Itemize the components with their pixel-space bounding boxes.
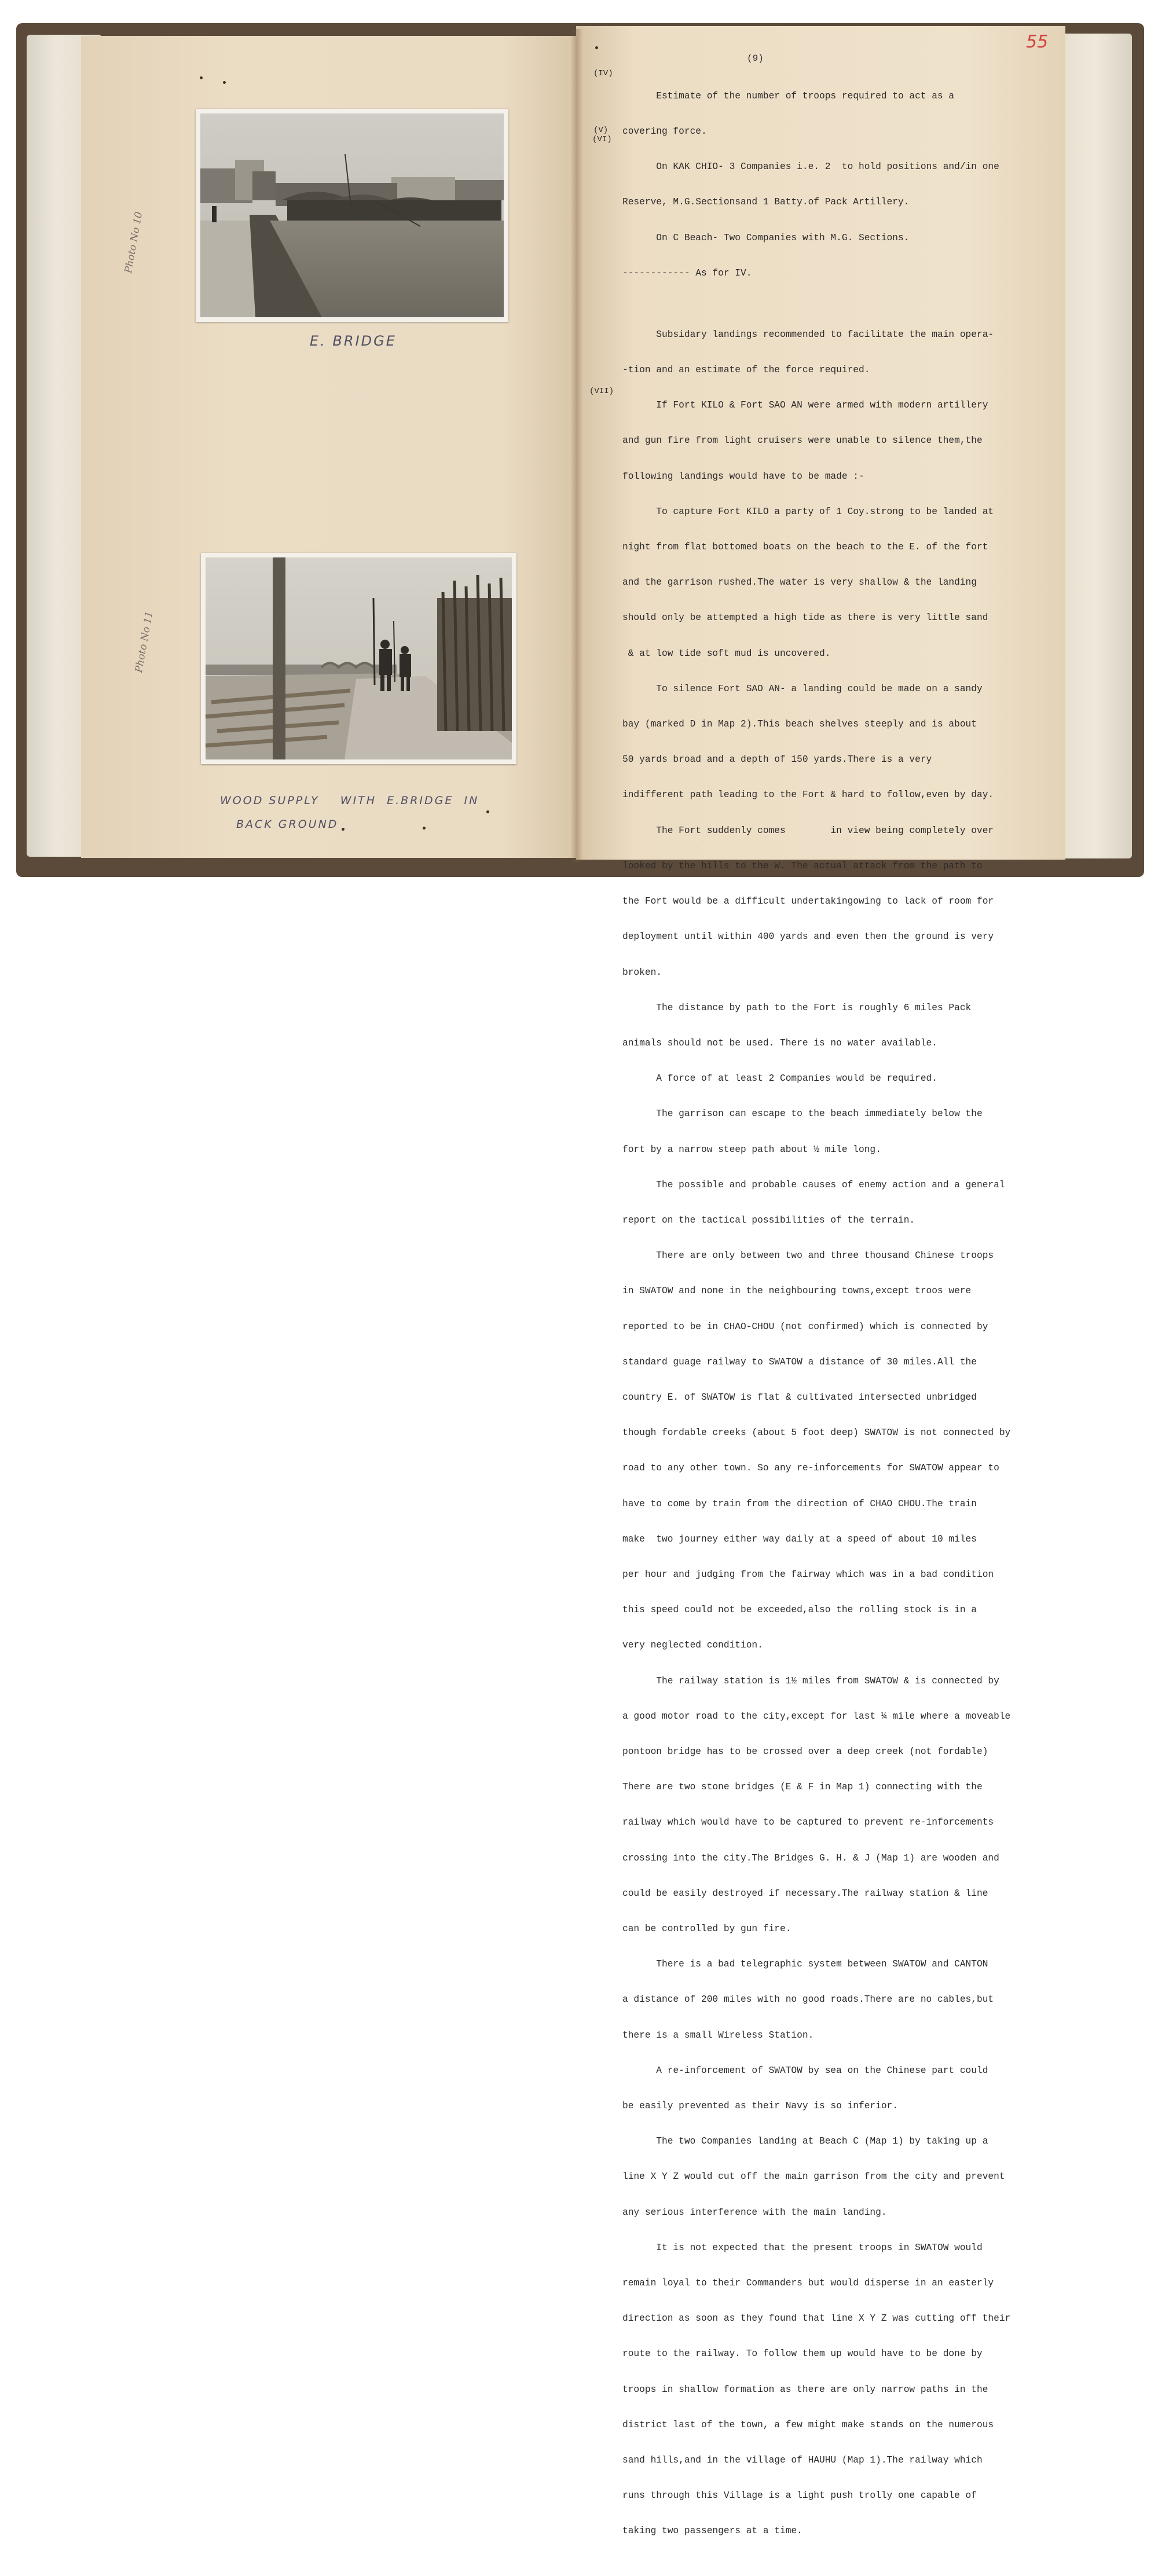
photo-wood-supply [201, 553, 516, 764]
report-line: could be easily destroyed if necessary.The railway station & line [622, 1888, 988, 1899]
report-line: To silence Fort SAO AN- a landing could be made on a sandy [622, 683, 983, 694]
report-line: Subsidary landings recommended to facilitate the main opera- [622, 329, 994, 340]
report-line: be easily prevented as their Navy is so inferior. [622, 2101, 898, 2111]
report-line: If Fort KILO & Fort SAO AN were armed with modern artillery [622, 400, 988, 411]
report-line: should only be attempted a high tide as there is very little sand [622, 612, 988, 623]
paper-speck [595, 46, 598, 49]
report-line: remain loyal to their Commanders but would disperse in an easterly [622, 2278, 994, 2289]
wood-supply-photo-illustration [206, 557, 512, 759]
report-line: sand hills,and in the village of HAUHU (Map 1).The railway which [622, 2455, 983, 2466]
report-line: animals should not be used. There is no water available. [622, 1037, 937, 1048]
report-line: There are only between two and three thousand Chinese troops [622, 1250, 994, 1261]
report-line: covering force. [622, 126, 707, 137]
photo2-caption-line1: WOOD SUPPLY WITH E.BRIDGE IN [220, 794, 479, 807]
report-line: deployment until within 400 yards and even then the ground is very [622, 931, 994, 942]
paper-speck [342, 828, 345, 831]
report-line: this speed could not be exceeded,also the rolling stock is in a [622, 1605, 977, 1616]
report-line: The possible and probable causes of enemy action and a general [622, 1179, 1005, 1190]
report-line: fort by a narrow steep path about ½ mile long. [622, 1144, 881, 1155]
report-line: and the garrison rushed.The water is very shallow & the landing [622, 577, 977, 588]
page-number: 55 [1026, 32, 1049, 52]
photo2-number-label: Photo No 11 [133, 610, 156, 674]
page-header: (9) [747, 53, 764, 64]
report-line: and gun fire from light cruisers were unable to silence them,the [622, 435, 983, 446]
report-line: a good motor road to the city,except for last ¼ mile where a moveable [622, 1711, 1011, 1722]
report-line: The Fort suddenly comes in view being completely over [622, 825, 994, 836]
report-line: per hour and judging from the fairway which was in a bad condition [622, 1569, 994, 1580]
paper-speck [423, 827, 426, 830]
report-line: To capture Fort KILO a party of 1 Coy.strong to be landed at [622, 506, 994, 517]
report-line: Estimate of the number of troops required to act as a [622, 90, 955, 101]
photo2-caption-line2: BACK GROUND [236, 818, 339, 831]
report-line [622, 303, 1086, 305]
photo1-number-label: Photo No 10 [123, 211, 145, 274]
report-line: troops in shallow formation as there are only narrow paths in the [622, 2384, 988, 2395]
report-line: following landings would have to be made :- [622, 471, 864, 482]
report-line: very neglected condition. [622, 1640, 763, 1651]
section-marker-v: (V) [593, 126, 609, 135]
photo-e-bridge [196, 109, 508, 322]
report-line: the Fort would be a difficult undertakingowing to lack of room for [622, 896, 994, 907]
report-line: runs through this Village is a light push trolly one capable of [622, 2490, 977, 2501]
report-line: country E. of SWATOW is flat & cultivated intersected unbridged [622, 1392, 977, 1403]
report-line: reported to be in CHAO-CHOU (not confirmed) which is connected by [622, 1321, 988, 1332]
paper-speck [200, 76, 203, 79]
report-line: crossing into the city.The Bridges G. H. & J (Map 1) are wooden and [622, 1852, 999, 1863]
report-line: A re-inforcement of SWATOW by sea on the Chinese part could [622, 2065, 988, 2076]
report-line: Reserve, M.G.Sectionsand 1 Batty.of Pack Artillery. [622, 197, 910, 208]
report-line: standard guage railway to SWATOW a distance of 30 miles.All the [622, 1356, 977, 1367]
report-line: pontoon bridge has to be crossed over a deep creek (not fordable) [622, 1746, 988, 1757]
report-line: On KAK CHIO- 3 Companies i.e. 2 to hold positions and/in one [622, 162, 999, 173]
report-line: The distance by path to the Fort is roughly 6 miles Pack [622, 1002, 972, 1013]
report-line: -tion and an estimate of the force required. [622, 365, 870, 376]
report-line: bay (marked D in Map 2).This beach shelves steeply and is about [622, 719, 977, 730]
report-line: A force of at least 2 Companies would be required. [622, 1073, 937, 1084]
report-line: It is not expected that the present troops in SWATOW would [622, 2242, 983, 2253]
report-line: night from flat bottomed boats on the beach to the E. of the fort [622, 542, 988, 553]
report-line: The garrison can escape to the beach immediately below the [622, 1109, 983, 1120]
paper-speck [486, 810, 489, 813]
report-line: road to any other town. So any re-inforcements for SWATOW appear to [622, 1463, 999, 1474]
typed-report [622, 67, 1086, 2576]
report-line: a distance of 200 miles with no good roads.There are no cables,but [622, 1994, 994, 2005]
report-line: The two Companies landing at Beach C (Map 1) by taking up a [622, 2136, 988, 2147]
report-line: railway which would have to be captured to prevent re-inforcements [622, 1817, 994, 1828]
report-line: route to the railway. To follow them up would have to be done by [622, 2349, 983, 2360]
report-line: looked by the hills to the W. The actual attack from the path to [622, 860, 983, 871]
report-line: There are two stone bridges (E & F in Map 1) connecting with the [622, 1782, 983, 1793]
report-line [622, 2552, 1086, 2564]
report-line: 50 yards broad and a depth of 150 yards.There is a very [622, 754, 932, 765]
book-gutter [570, 29, 583, 863]
section-marker-vii: (VII) [589, 387, 614, 396]
section-marker-vi: (VI) [592, 135, 612, 144]
report-line: taking two passengers at a time. [622, 2526, 802, 2537]
report-line: & at low tide soft mud is uncovered. [622, 648, 831, 659]
report-line: On C Beach- Two Companies with M.G. Sections. [622, 232, 910, 243]
report-line: there is a small Wireless Station. [622, 2030, 814, 2041]
report-line: can be controlled by gun fire. [622, 1923, 791, 1934]
report-line: have to come by train from the direction of CHAO CHOU.The train [622, 1498, 977, 1509]
paper-speck [223, 81, 226, 84]
report-line: There is a bad telegraphic system between SWATOW and CANTON [622, 1959, 988, 1970]
harbour-photo-illustration [200, 113, 504, 317]
report-line: though fordable creeks (about 5 foot deep) SWATOW is not connected by [622, 1428, 1011, 1439]
report-line: district last of the town, a few might make stands on the numerous [622, 2419, 994, 2430]
report-line: make two journey either way daily at a speed of about 10 miles [622, 1533, 977, 1544]
report-line: in SWATOW and none in the neighbouring towns,except troos were [622, 1286, 972, 1297]
photo-image [200, 113, 504, 317]
report-line: ------------ As for IV. [622, 267, 752, 278]
report-line: report on the tactical possibilities of the terrain. [622, 1214, 915, 1225]
section-marker-iv: (IV) [593, 69, 613, 78]
report-line: direction as soon as they found that line X Y Z was cutting off their [622, 2313, 1011, 2324]
report-line: line X Y Z would cut off the main garrison from the city and prevent [622, 2171, 1005, 2182]
report-line: any serious interference with the main landing. [622, 2207, 887, 2218]
report-line: indifferent path leading to the Fort & hard to follow,even by day. [622, 790, 994, 801]
report-line: The railway station is 1½ miles from SWATOW & is connected by [622, 1675, 999, 1686]
photo-image [206, 557, 512, 759]
photo1-caption: E. BRIDGE [310, 333, 397, 349]
report-line: broken. [622, 967, 662, 978]
